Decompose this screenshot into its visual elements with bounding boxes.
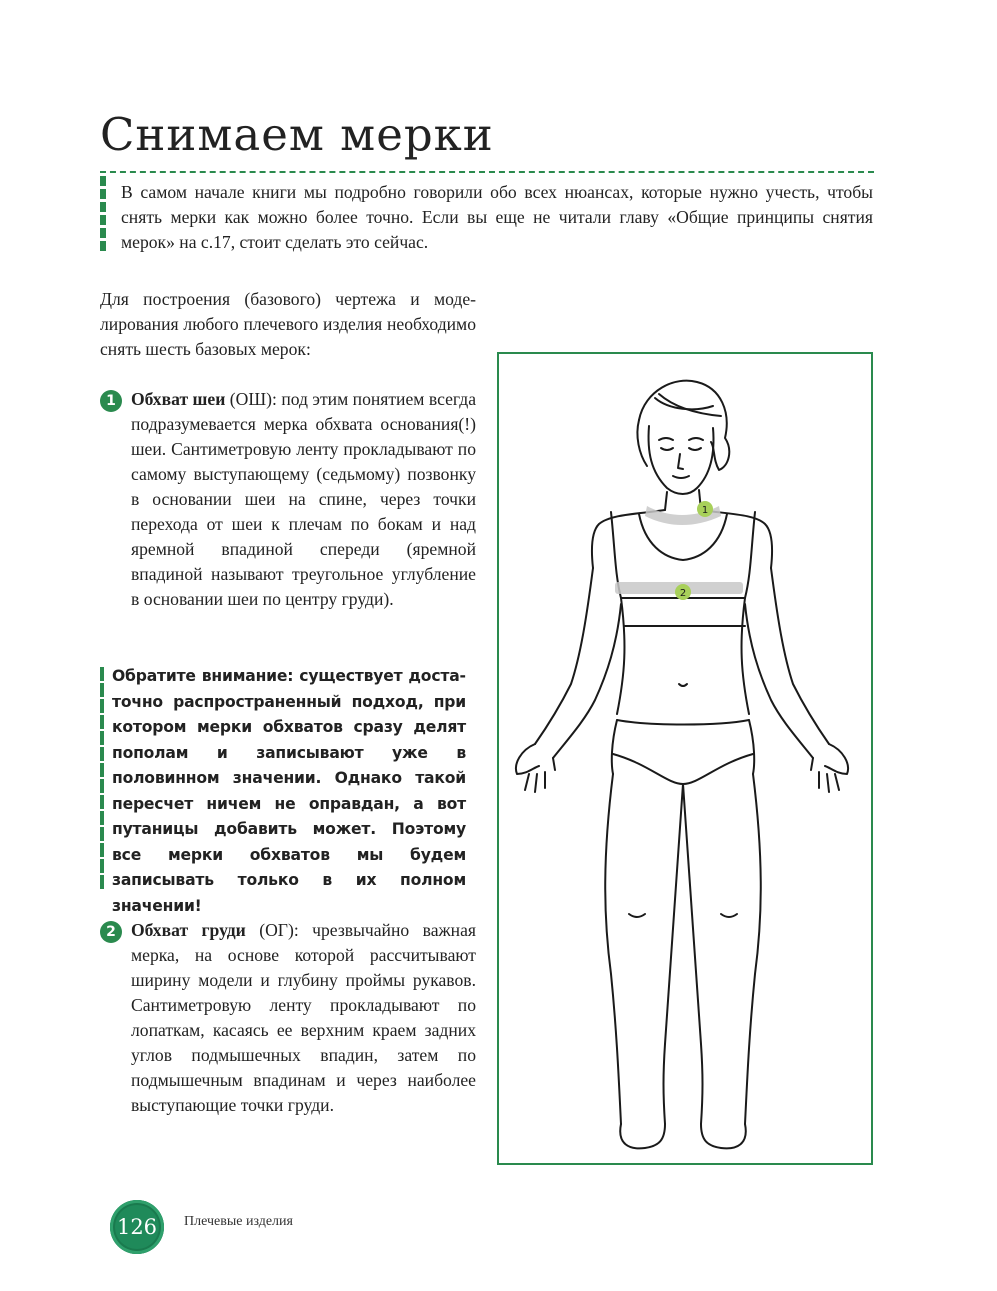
right-leg (745, 774, 761, 1124)
footer-section-label: Плечевые изделия (184, 1214, 293, 1229)
face-outline (649, 426, 714, 494)
body-figure-illustration (499, 354, 871, 1163)
page-title: Снимаем мерки (100, 108, 494, 161)
dashed-divider (100, 171, 874, 173)
intro-accent-bar (100, 176, 106, 252)
measure-1-name: Обхват шеи (131, 389, 226, 409)
marker-1-label: 1 (701, 505, 709, 516)
lead-paragraph: Для построения (базового) чертежа и моделирования любого плечевого изделия необходимо снять шесть базовых мерок: (100, 289, 476, 359)
note-paragraph (112, 664, 466, 919)
page-number-badge (110, 1200, 164, 1254)
hair-outline (639, 381, 729, 470)
intro-paragraph: В самом начале книги мы подробно говорили обо всех нюансах, которые нужно учесть, чтобы снять мерки как можно более точно. Если вы еще не читали главу «Общие принципы снятия мерок» на с.17, стоит сделать это сейчас. (121, 182, 873, 252)
note-accent-bar (100, 667, 104, 890)
measure-2-name: Обхват груди (131, 920, 246, 940)
marker-2-label: 2 (679, 588, 687, 599)
measure-2-abbr: (ОГ): (259, 920, 299, 940)
measure-1-number-icon: 1 (100, 390, 122, 412)
measure-2-number-icon: 2 (100, 921, 122, 943)
measure-2-text: чрезвычайно важная мерка, на основе которой рассчитывают ширину модели и глубину проймы рукавов. Сантиметровую ленту прокладывают по лопаткам, касаясь ее верхним краем задних углов подмышечных впадин, затем по подмышечным впадинам и через наиболее выступающие точки груди. (131, 920, 476, 1115)
measure-2-paragraph (131, 918, 476, 1118)
measure-1-abbr: (ОШ): (229, 389, 277, 409)
note-label: Обратите внимание: (112, 667, 294, 685)
figure-frame (497, 352, 873, 1165)
right-arm (771, 568, 829, 744)
page-number: 126 (116, 1215, 158, 1239)
measure-1-text: под этим понятием всегда подразумевается мерка обхвата основания(!) шеи. Сантиметровую ленту прокладывают по самому выступающему (седьмому) позвонку в основании шеи на спине, через точки перехода от шеи к плечам по бокам и над яремной впадиной спереди (яремной впадиной называют треугольное углубление в основании шеи по центру груди). (131, 389, 476, 609)
note-text: существует достаточно распространенный подход, при котором мерки обхватов сразу делят пополам и записывают уже в половинном значении. Однако такой пересчет ничем не оправдан, а вот путаницы добавить может. Поэтому все мерки обхватов мы будем записывать только в их полном значении! (112, 667, 467, 915)
measure-1-paragraph (131, 387, 476, 612)
left-leg (605, 774, 621, 1124)
